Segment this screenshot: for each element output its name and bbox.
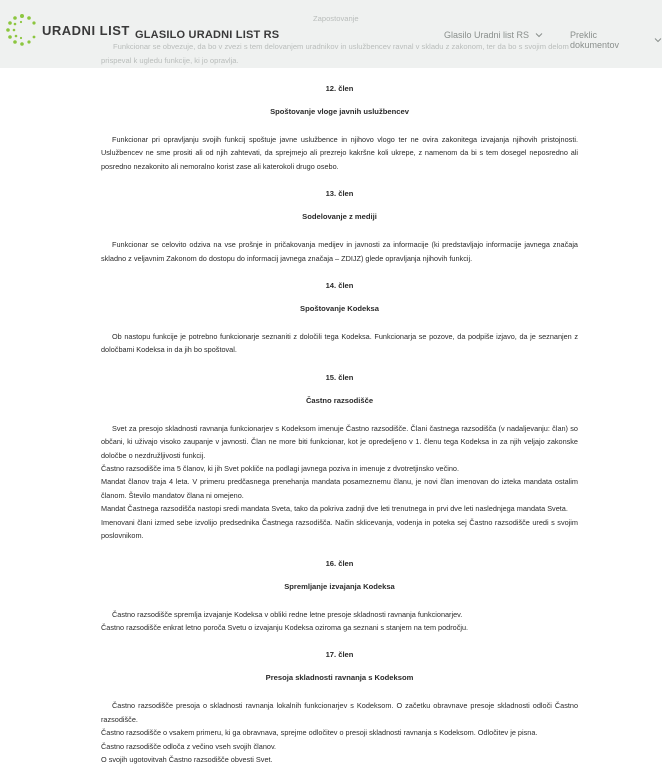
nav-item-preklic[interactable] — [570, 30, 662, 50]
article-line: Častno razsodišče odloča z večino vseh svojih članov. — [101, 741, 277, 751]
article-body — [101, 422, 578, 543]
article-line: Častno razsodišče ima 5 članov, ki jih Svet pokliče na podlagi javnega poziva in imenuje z dvotretjinsko večino. — [101, 464, 460, 474]
article-number: 15. člen — [325, 372, 354, 382]
logo-text: URADNI LIST — [42, 22, 130, 38]
article-body — [101, 330, 578, 357]
article-title: Presoja skladnosti ravnanja s Kodeksom — [265, 673, 414, 683]
logo[interactable] — [4, 12, 130, 48]
article-paragraph: Funkcionar pri opravljanju svojih funkcij spoštuje javne uslužbence in njihovo vlogo ter ne ovira zakonitega izvajanja njihovih pristojnosti. Uslužbencev ne sme prositi ali od njih zahtevati, da sprejmejo ali prezrejo kakršne koli ukrepe, z namenom da bi s tem dosegel neposredno ali posredno nezakonito ali nemoralno korist zase ali katerokoli drugo osebo. — [101, 135, 578, 171]
article-title: Spoštovanje vloge javnih uslužbencev — [270, 107, 409, 116]
article-line: Imenovani člani izmed sebe izvolijo predsednika Častnega razsodišča. Način sklicevanja, vodenja in poteka sej Častno razsodišče uredi s svojim poslovnikom. — [101, 517, 578, 541]
article-line: Častno razsodišče o vsakem primeru, ki ga obravnava, sprejme odločitev o presoji skladnosti ravnanja s Kodeksom. Odločitev je pisna. — [101, 728, 538, 738]
article-line: Mandat Častnega razsodišča nastopi sredi mandata Sveta, tako da pokriva zadnji dve leti trenutnega in prvi dve leti naslednjega mandata Sveta. — [101, 504, 568, 514]
article-number: 13. člen — [325, 189, 354, 199]
article-line: Mandat članov traja 4 leta. V primeru predčasnega prenehanja mandata posameznemu članu, je novi član imenovan do izteka mandata ostalim članom. Število mandatov člana ni omejeno. — [101, 477, 578, 500]
article-paragraph: Svet za presojo skladnosti ravnanja funkcionarjev s Kodeksom imenuje Častno razsodišče. Člani častnega razsodišča (v nadaljevanju: član) so občani, ki uživajo visoko zaupanje v javnosti. Član ne more biti funkcionar, kot je opredeljeno v 1. členu tega Kodeksa in za njih veljajo zakonske določbe o nezdružljivosti funkcij. — [101, 423, 578, 460]
article-paragraph: Ob nastopu funkcije je potrebno funkcionarje seznaniti z določili tega Kodeksa. Funkcionarja se pozove, da podpiše izjavo, da je seznanjen z določbami Kodeksa in da jih bo spoštoval. — [101, 332, 578, 355]
article-number: 17. člen — [325, 650, 354, 660]
article-title: Sodelovanje z mediji — [302, 212, 377, 222]
document-body — [101, 68, 578, 770]
article-body — [101, 238, 578, 265]
article-title: Častno razsodišče — [305, 395, 374, 405]
ghost-text-line: prispeval k ugledu funkcije, ki jo opravlja. — [101, 56, 239, 65]
logo-dots-icon — [4, 12, 40, 48]
site-title[interactable]: GLASILO URADNI LIST RS — [135, 29, 280, 41]
article-paragraph: Častno razsodišče presoja o skladnosti ravnanja lokalnih funkcionarjev s Kodeksom. O začetku obravnave presoje skladnosti odloči Častno razsodišče. — [101, 701, 578, 724]
article-body — [101, 608, 578, 635]
article-paragraph: Funkcionar se celovito odziva na vse prošnje in pričakovanja medijev in javnosti za informacije (ki predstavljajo informacije javnega značaja skladno z veljavnim Zakonom do dostopu do informacij javnega značaja – ZDIJZ) glede opravljanja njihovih funkcij. — [101, 240, 578, 263]
article-body — [101, 133, 578, 173]
nav-item-glasilo[interactable] — [444, 30, 543, 40]
article-number: 16. člen — [325, 558, 354, 568]
nav-item-label: Glasilo Uradni list RS — [444, 30, 530, 40]
ghost-heading: Zapostovanje — [313, 14, 359, 23]
ghost-text-line: Funkcionar se obvezuje, da bo v zvezi s tem delovanjem uradnikov in uslužbencev ravnal v skladu z zakonom, ter da bo s svojim delom — [113, 42, 569, 51]
article-body — [101, 699, 578, 766]
nav-item-label: Preklic dokumentov — [570, 30, 620, 50]
article-line: Častno razsodišče enkrat letno poroča Svetu o izvajanju Kodeksa oziroma ga seznani s stanjem na tem področju. — [101, 622, 469, 632]
article-title: Spoštovanje Kodeksa — [300, 304, 379, 314]
article-title: Spremljanje izvajanja Kodeksa — [284, 581, 395, 591]
article-line: O svojih ugotovitvah Častno razsodišče obvesti Svet. — [101, 754, 273, 764]
site-header — [0, 0, 662, 68]
chevron-down-icon — [535, 30, 543, 40]
article-number: 12. člen — [325, 84, 354, 93]
article-number: 14. člen — [325, 281, 354, 291]
article-paragraph: Častno razsodišče spremlja izvajanje Kodeksa v obliki redne letne presoje skladnosti ravnanja funkcionarjev. — [112, 609, 463, 619]
chevron-down-icon — [654, 35, 662, 45]
